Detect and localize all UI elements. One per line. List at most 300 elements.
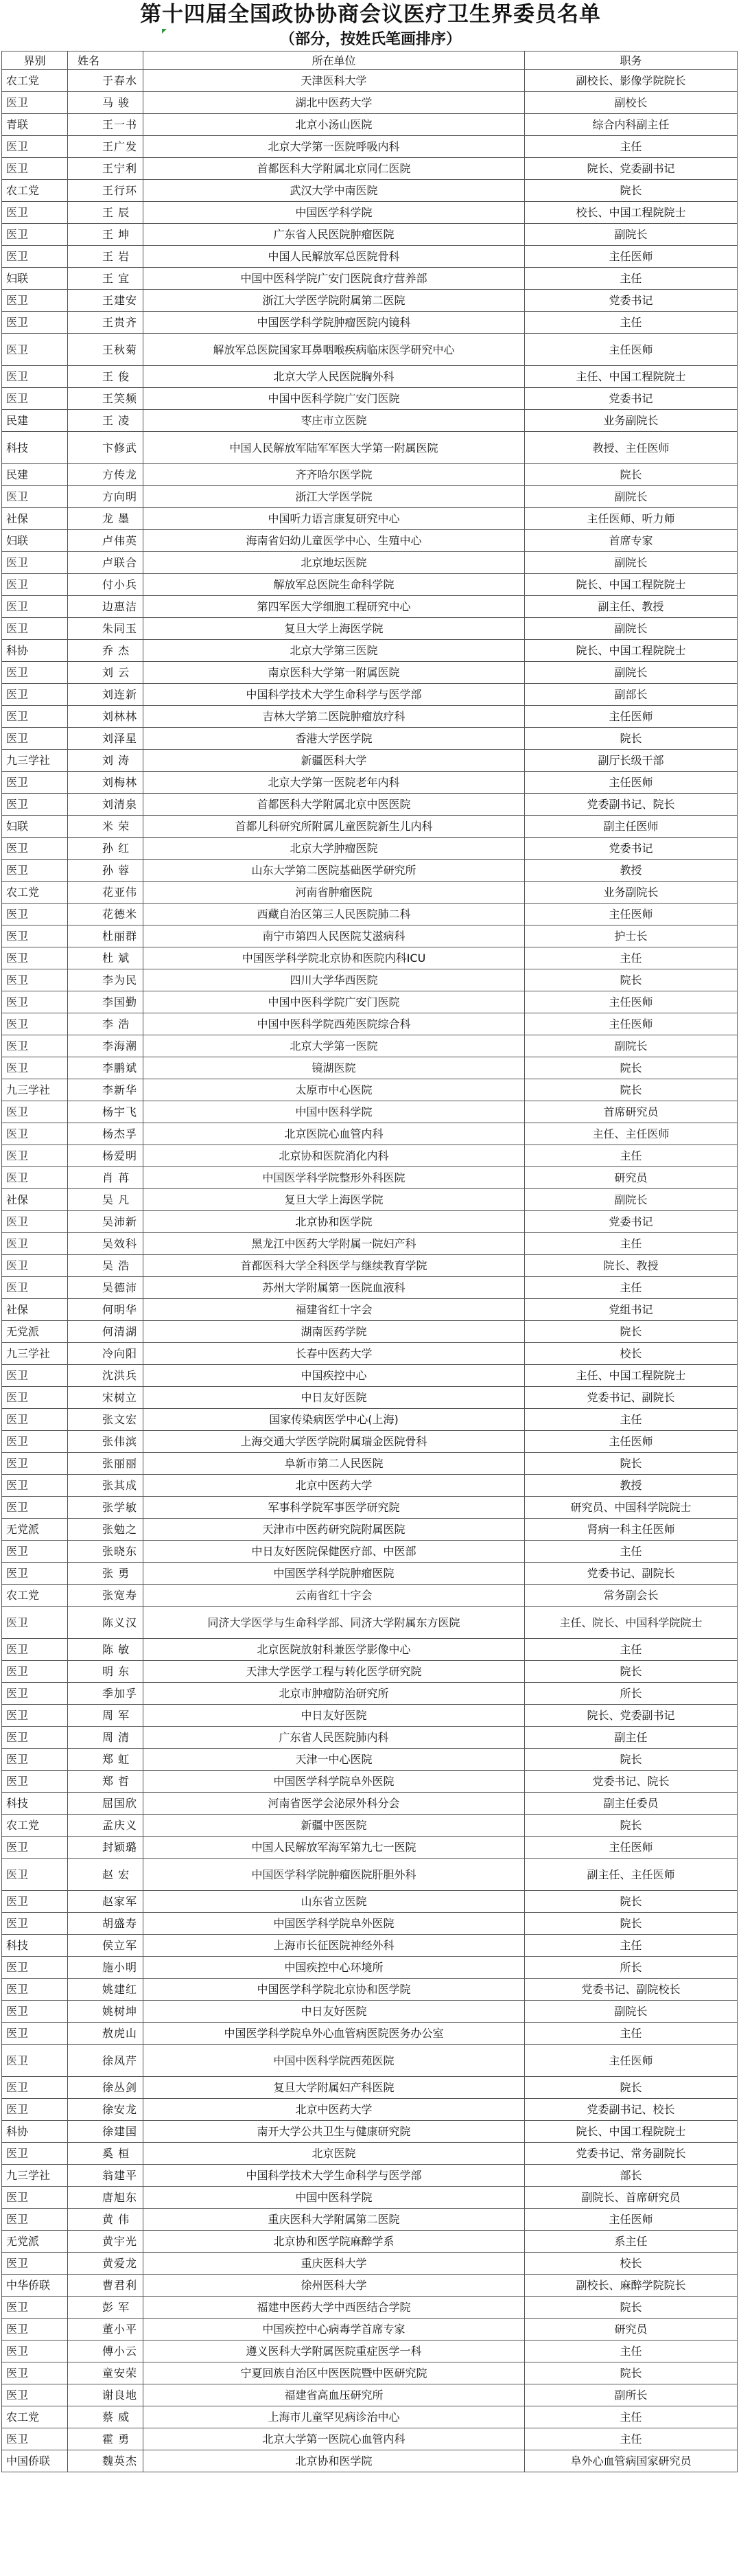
sector-cell: 医卫 (2, 947, 68, 969)
title-cell: 主任 (525, 2406, 738, 2428)
title-cell: 院长 (525, 1057, 738, 1079)
table-row (2, 2362, 738, 2384)
name-cell: 花亚伟 (68, 882, 143, 904)
table-row (2, 1957, 738, 1979)
name-cell: 何清湖 (68, 1321, 143, 1343)
sector-cell: 医卫 (2, 312, 68, 334)
table-row (2, 1541, 738, 1563)
table-row (2, 2297, 738, 2319)
table-row (2, 366, 738, 388)
name-cell: 王行环 (68, 180, 143, 202)
unit-cell: 北京中医药大学 (143, 2099, 525, 2121)
title-cell: 主任 (525, 1935, 738, 1957)
sector-cell: 医卫 (2, 838, 68, 860)
table-row (2, 1079, 738, 1101)
table-row (2, 92, 738, 114)
unit-cell: 中国中医科学院 (143, 2187, 525, 2209)
sector-cell: 科协 (2, 2121, 68, 2143)
unit-cell: 黑龙江中医药大学附属一院妇产科 (143, 1233, 525, 1255)
name-cell: 于春水 (68, 70, 143, 92)
sector-cell: 医卫 (2, 1101, 68, 1123)
sector-cell: 医卫 (2, 1683, 68, 1705)
title-cell: 院长、教授 (525, 1255, 738, 1277)
unit-cell: 中国中医科学院西苑医院综合科 (143, 1013, 525, 1035)
unit-cell: 新疆中医医院 (143, 1815, 525, 1837)
sector-cell: 医卫 (2, 92, 68, 114)
title-cell: 主任 (525, 268, 738, 290)
table-row (2, 1431, 738, 1453)
unit-cell: 吉林大学第二医院肿瘤放疗科 (143, 706, 525, 728)
title-cell: 主任、主任医师 (525, 1123, 738, 1145)
sector-cell: 民建 (2, 464, 68, 486)
name-cell: 王建安 (68, 290, 143, 312)
unit-cell: 中国医学科学院阜外心血管病医院医务办公室 (143, 2023, 525, 2045)
title-cell: 党委书记 (525, 388, 738, 410)
sector-cell: 医卫 (2, 618, 68, 640)
name-cell: 边惠洁 (68, 596, 143, 618)
name-cell: 王 辰 (68, 202, 143, 224)
title-cell: 研究员 (525, 1167, 738, 1189)
sector-cell: 医卫 (2, 2023, 68, 2045)
name-cell: 米 荣 (68, 816, 143, 838)
table-row (2, 136, 738, 158)
unit-cell: 徐州医科大学 (143, 2275, 525, 2297)
title-cell: 主任医师 (525, 246, 738, 268)
sector-cell: 医卫 (2, 1837, 68, 1859)
name-cell: 彭 军 (68, 2297, 143, 2319)
table-row (2, 947, 738, 969)
unit-cell: 中国人民解放军海军第九七一医院 (143, 1837, 525, 1859)
name-cell: 董小平 (68, 2319, 143, 2341)
table-row (2, 1299, 738, 1321)
name-cell: 徐建国 (68, 2121, 143, 2143)
name-cell: 谢良地 (68, 2384, 143, 2406)
table-row (2, 158, 738, 180)
title-cell: 院长 (525, 1321, 738, 1343)
sector-cell: 医卫 (2, 1365, 68, 1387)
table-row (2, 508, 738, 530)
table-row (2, 2384, 738, 2406)
name-cell: 刘清泉 (68, 794, 143, 816)
table-row (2, 1057, 738, 1079)
sector-cell: 青联 (2, 114, 68, 136)
title-cell: 研究员、中国科学院院士 (525, 1497, 738, 1519)
title-cell: 副院长 (525, 662, 738, 684)
title-cell: 主任医师 (525, 991, 738, 1013)
title-cell: 主任 (525, 1145, 738, 1167)
title-cell: 教授 (525, 860, 738, 882)
sector-cell: 医卫 (2, 1727, 68, 1749)
sector-cell: 医卫 (2, 2362, 68, 2384)
title-cell: 部长 (525, 2165, 738, 2187)
title-cell: 校长、中国工程院院士 (525, 202, 738, 224)
sector-cell: 医卫 (2, 1035, 68, 1057)
sector-cell: 农工党 (2, 882, 68, 904)
table-row (2, 728, 738, 750)
name-cell: 姚建红 (68, 1979, 143, 2001)
name-cell: 方传龙 (68, 464, 143, 486)
table-row (2, 2406, 738, 2428)
table-row (2, 2319, 738, 2341)
table-row (2, 838, 738, 860)
unit-cell: 中国科学技术大学生命科学与医学部 (143, 2165, 525, 2187)
name-cell: 乔 杰 (68, 640, 143, 662)
table-row (2, 202, 738, 224)
table-row (2, 860, 738, 882)
sector-cell: 医卫 (2, 969, 68, 991)
title-cell: 院长、中国工程院院士 (525, 574, 738, 596)
title-cell: 主任 (525, 947, 738, 969)
sector-cell: 医卫 (2, 2045, 68, 2077)
table-row (2, 1343, 738, 1365)
name-cell: 刘梅林 (68, 772, 143, 794)
title-cell: 主任 (525, 1541, 738, 1563)
unit-cell: 西藏自治区第三人民医院肺二科 (143, 904, 525, 925)
unit-cell: 中国中医科学院 (143, 1101, 525, 1123)
header-unit: 所在单位 (143, 51, 525, 70)
title-cell: 副主任委员 (525, 1793, 738, 1815)
table-row (2, 574, 738, 596)
unit-cell: 中国疾控中心病毒学首席专家 (143, 2319, 525, 2341)
title-cell: 主任 (525, 1277, 738, 1299)
table-row (2, 1913, 738, 1935)
sector-cell: 医卫 (2, 2077, 68, 2099)
unit-cell: 第四军医大学细胞工程研究中心 (143, 596, 525, 618)
table-row (2, 1321, 738, 1343)
table-row (2, 2253, 738, 2275)
title-cell: 副院长 (525, 486, 738, 508)
table-row (2, 2143, 738, 2165)
table-row (2, 1683, 738, 1705)
title-cell: 护士长 (525, 925, 738, 947)
header-title: 职务 (525, 51, 738, 70)
table-row (2, 618, 738, 640)
name-cell: 杨宇飞 (68, 1101, 143, 1123)
unit-cell: 北京大学第三医院 (143, 640, 525, 662)
title-cell: 主任医师 (525, 334, 738, 366)
name-cell: 卢伟英 (68, 530, 143, 552)
table-row (2, 1639, 738, 1661)
table-row (2, 1101, 738, 1123)
sector-cell: 中国侨联 (2, 2450, 68, 2472)
name-cell: 刘 云 (68, 662, 143, 684)
sector-cell: 医卫 (2, 246, 68, 268)
title-cell: 主任医师 (525, 904, 738, 925)
unit-cell: 北京大学人民医院胸外科 (143, 366, 525, 388)
name-cell: 张晓东 (68, 1541, 143, 1563)
table-row (2, 1365, 738, 1387)
name-cell: 赵家军 (68, 1891, 143, 1913)
unit-cell: 中国医学科学院肿瘤医院肝胆外科 (143, 1859, 525, 1891)
name-cell: 王 宜 (68, 268, 143, 290)
sector-cell: 医卫 (2, 290, 68, 312)
sector-cell: 农工党 (2, 2406, 68, 2428)
name-cell: 明 东 (68, 1661, 143, 1683)
sector-cell: 医卫 (2, 2099, 68, 2121)
sector-cell: 医卫 (2, 2297, 68, 2319)
unit-cell: 海南省妇幼儿童医学中心、生殖中心 (143, 530, 525, 552)
name-cell: 刘连新 (68, 684, 143, 706)
title-cell: 主任 (525, 136, 738, 158)
unit-cell: 湖北中医药大学 (143, 92, 525, 114)
unit-cell: 首都儿科研究所附属儿童医院新生儿内科 (143, 816, 525, 838)
name-cell: 王 凌 (68, 410, 143, 432)
unit-cell: 中日友好医院 (143, 1387, 525, 1409)
sector-cell: 医卫 (2, 552, 68, 574)
name-cell: 黄 伟 (68, 2209, 143, 2231)
name-cell: 周 清 (68, 1727, 143, 1749)
title-cell: 党委书记、常务副院长 (525, 2143, 738, 2165)
title-cell: 副所长 (525, 2384, 738, 2406)
title-cell: 党组书记 (525, 1299, 738, 1321)
unit-cell: 中国医学科学院阜外医院 (143, 1913, 525, 1935)
name-cell: 朱同玉 (68, 618, 143, 640)
unit-cell: 山东省立医院 (143, 1891, 525, 1913)
title-cell: 副院长 (525, 618, 738, 640)
unit-cell: 北京大学第一医院心血管内科 (143, 2428, 525, 2450)
name-cell: 唐旭东 (68, 2187, 143, 2209)
table-row (2, 1749, 738, 1771)
sector-cell: 医卫 (2, 1639, 68, 1661)
title-cell: 院长 (525, 2362, 738, 2384)
name-cell: 付小兵 (68, 574, 143, 596)
name-cell: 王 坤 (68, 224, 143, 246)
title-cell: 业务副院长 (525, 882, 738, 904)
table-row (2, 1837, 738, 1859)
title-cell: 党委副书记、院长 (525, 794, 738, 816)
name-cell: 刘泽星 (68, 728, 143, 750)
name-cell: 孟庆义 (68, 1815, 143, 1837)
unit-cell: 中国疾控中心环境所 (143, 1957, 525, 1979)
title-cell: 副院长 (525, 552, 738, 574)
title-cell: 副院长 (525, 224, 738, 246)
table-row (2, 114, 738, 136)
name-cell: 冷向阳 (68, 1343, 143, 1365)
unit-cell: 镜湖医院 (143, 1057, 525, 1079)
sector-cell: 医卫 (2, 1705, 68, 1727)
sector-cell: 民建 (2, 410, 68, 432)
unit-cell: 中国医学科学院 (143, 202, 525, 224)
sector-cell: 医卫 (2, 1771, 68, 1793)
table-row (2, 640, 738, 662)
sector-cell: 医卫 (2, 1211, 68, 1233)
name-cell: 侯立军 (68, 1935, 143, 1957)
table-row (2, 70, 738, 92)
sector-cell: 无党派 (2, 1519, 68, 1541)
table-row (2, 882, 738, 904)
name-cell: 姚树坤 (68, 2001, 143, 2023)
title-cell: 副主任 (525, 1727, 738, 1749)
table-row (2, 750, 738, 772)
table-row (2, 2045, 738, 2077)
title-cell: 院长 (525, 180, 738, 202)
table-row (2, 1233, 738, 1255)
sector-cell: 妇联 (2, 268, 68, 290)
sector-cell: 医卫 (2, 158, 68, 180)
title-cell: 院长 (525, 1661, 738, 1683)
name-cell: 卢联合 (68, 552, 143, 574)
member-table (1, 51, 738, 2472)
title-cell: 副主任、主任医师 (525, 1859, 738, 1891)
unit-cell: 北京医院心血管内科 (143, 1123, 525, 1145)
name-cell: 杨爱明 (68, 1145, 143, 1167)
unit-cell: 重庆医科大学 (143, 2253, 525, 2275)
name-cell: 周 军 (68, 1705, 143, 1727)
unit-cell: 首都医科大学附属北京同仁医院 (143, 158, 525, 180)
sector-cell: 社保 (2, 508, 68, 530)
unit-cell: 首都医科大学全科医学与继续教育学院 (143, 1255, 525, 1277)
name-cell: 黄宇光 (68, 2231, 143, 2253)
sector-cell: 医卫 (2, 2341, 68, 2362)
unit-cell: 北京协和医学院 (143, 1211, 525, 1233)
table-row (2, 268, 738, 290)
name-cell: 曹君利 (68, 2275, 143, 2297)
unit-cell: 中国医学科学院整形外科医院 (143, 1167, 525, 1189)
name-cell: 郑 哲 (68, 1771, 143, 1793)
table-row (2, 904, 738, 925)
name-cell: 张 勇 (68, 1563, 143, 1585)
sector-cell: 农工党 (2, 1585, 68, 1607)
sector-cell: 医卫 (2, 2001, 68, 2023)
title-cell: 首席专家 (525, 530, 738, 552)
title-cell: 主任、院长、中国科学院院士 (525, 1607, 738, 1639)
name-cell: 花德米 (68, 904, 143, 925)
title-cell: 党委书记 (525, 290, 738, 312)
document-title: 第十四届全国政协协商会议医疗卫生界委员名单 (140, 2, 601, 27)
title-cell: 副校长、影像学院院长 (525, 70, 738, 92)
unit-cell: 中国医学科学院北京协和医学院 (143, 1979, 525, 2001)
name-cell: 沈洪兵 (68, 1365, 143, 1387)
table-row (2, 1771, 738, 1793)
unit-cell: 中国中医科学院广安门医院 (143, 388, 525, 410)
unit-cell: 新疆医科大学 (143, 750, 525, 772)
unit-cell: 同济大学医学与生命科学部、同济大学附属东方医院 (143, 1607, 525, 1639)
name-cell: 张宽寿 (68, 1585, 143, 1607)
sector-cell: 医卫 (2, 596, 68, 618)
sector-cell: 医卫 (2, 860, 68, 882)
name-cell: 张文宏 (68, 1409, 143, 1431)
name-cell: 王笑频 (68, 388, 143, 410)
unit-cell: 南宁市第四人民医院艾滋病科 (143, 925, 525, 947)
table-row (2, 2231, 738, 2253)
unit-cell: 福建中医药大学中西医结合学院 (143, 2297, 525, 2319)
unit-cell: 南开大学公共卫生与健康研究院 (143, 2121, 525, 2143)
name-cell: 施小明 (68, 1957, 143, 1979)
name-cell: 马 骏 (68, 92, 143, 114)
table-row (2, 224, 738, 246)
title-cell: 主任医师、听力师 (525, 508, 738, 530)
unit-cell: 齐齐哈尔医学院 (143, 464, 525, 486)
title-cell: 党委书记、副院校长 (525, 1979, 738, 2001)
title-cell: 主任医师 (525, 1013, 738, 1035)
table-row (2, 334, 738, 366)
unit-cell: 上海市儿童罕见病诊治中心 (143, 2406, 525, 2428)
unit-cell: 中国医学科学院肿瘤医院内镜科 (143, 312, 525, 334)
title-cell: 党委副书记、校长 (525, 2099, 738, 2121)
title-cell: 常务副会长 (525, 1585, 738, 1607)
sector-cell: 医卫 (2, 2319, 68, 2341)
sector-cell: 医卫 (2, 772, 68, 794)
unit-cell: 中国人民解放军总医院骨科 (143, 246, 525, 268)
name-cell: 霍 勇 (68, 2428, 143, 2450)
header-name: 姓名 (68, 51, 143, 70)
header-sector: 界别 (2, 51, 68, 70)
unit-cell: 香港大学医学院 (143, 728, 525, 750)
unit-cell: 宁夏回族自治区中医医院暨中医研究院 (143, 2362, 525, 2384)
unit-cell: 中国人民解放军陆军军医大学第一附属医院 (143, 432, 525, 464)
title-cell: 院长 (525, 1079, 738, 1101)
unit-cell: 北京中医药大学 (143, 1475, 525, 1497)
name-cell: 赵 宏 (68, 1859, 143, 1891)
table-row (2, 2001, 738, 2023)
table-row (2, 1035, 738, 1057)
sector-cell: 医卫 (2, 1123, 68, 1145)
name-cell: 肖 苒 (68, 1167, 143, 1189)
table-row (2, 246, 738, 268)
name-cell: 王 俊 (68, 366, 143, 388)
title-cell: 所长 (525, 1683, 738, 1705)
sector-cell: 医卫 (2, 2253, 68, 2275)
sector-cell: 医卫 (2, 706, 68, 728)
table-row (2, 1727, 738, 1749)
name-cell: 吴 凡 (68, 1189, 143, 1211)
sector-cell: 医卫 (2, 366, 68, 388)
title-cell: 院长 (525, 1891, 738, 1913)
sector-cell: 医卫 (2, 904, 68, 925)
name-cell: 张其成 (68, 1475, 143, 1497)
table-row (2, 1277, 738, 1299)
name-cell: 吴效科 (68, 1233, 143, 1255)
table-row (2, 290, 738, 312)
name-cell: 李海潮 (68, 1035, 143, 1057)
name-cell: 徐安龙 (68, 2099, 143, 2121)
name-cell: 蔡 威 (68, 2406, 143, 2428)
sector-cell: 医卫 (2, 1431, 68, 1453)
sector-cell: 医卫 (2, 1057, 68, 1079)
unit-cell: 浙江大学医学院附属第二医院 (143, 290, 525, 312)
unit-cell: 长春中医药大学 (143, 1343, 525, 1365)
title-cell: 党委书记 (525, 838, 738, 860)
unit-cell: 北京大学第一医院 (143, 1035, 525, 1057)
name-cell: 何明华 (68, 1299, 143, 1321)
unit-cell: 复旦大学附属妇产科医院 (143, 2077, 525, 2099)
sector-cell: 医卫 (2, 1563, 68, 1585)
title-cell: 主任、中国工程院院士 (525, 1365, 738, 1387)
title-cell: 校长 (525, 2253, 738, 2275)
sector-cell: 医卫 (2, 1409, 68, 1431)
unit-cell: 太原市中心医院 (143, 1079, 525, 1101)
table-header-row (2, 51, 738, 70)
table-row (2, 662, 738, 684)
title-cell: 副部长 (525, 684, 738, 706)
table-row (2, 772, 738, 794)
title-cell: 党委书记、院长 (525, 1771, 738, 1793)
unit-cell: 解放军总医院国家耳鼻咽喉疾病临床医学研究中心 (143, 334, 525, 366)
sector-cell: 妇联 (2, 816, 68, 838)
table-row (2, 2187, 738, 2209)
sector-cell: 社保 (2, 1189, 68, 1211)
name-cell: 王贵齐 (68, 312, 143, 334)
name-cell: 翁建平 (68, 2165, 143, 2187)
sector-cell: 医卫 (2, 1167, 68, 1189)
table-row (2, 2165, 738, 2187)
name-cell: 王宁利 (68, 158, 143, 180)
sector-cell: 医卫 (2, 925, 68, 947)
table-row (2, 925, 738, 947)
unit-cell: 中日友好医院保健医疗部、中医部 (143, 1541, 525, 1563)
name-cell: 张丽丽 (68, 1453, 143, 1475)
unit-cell: 云南省红十字会 (143, 1585, 525, 1607)
